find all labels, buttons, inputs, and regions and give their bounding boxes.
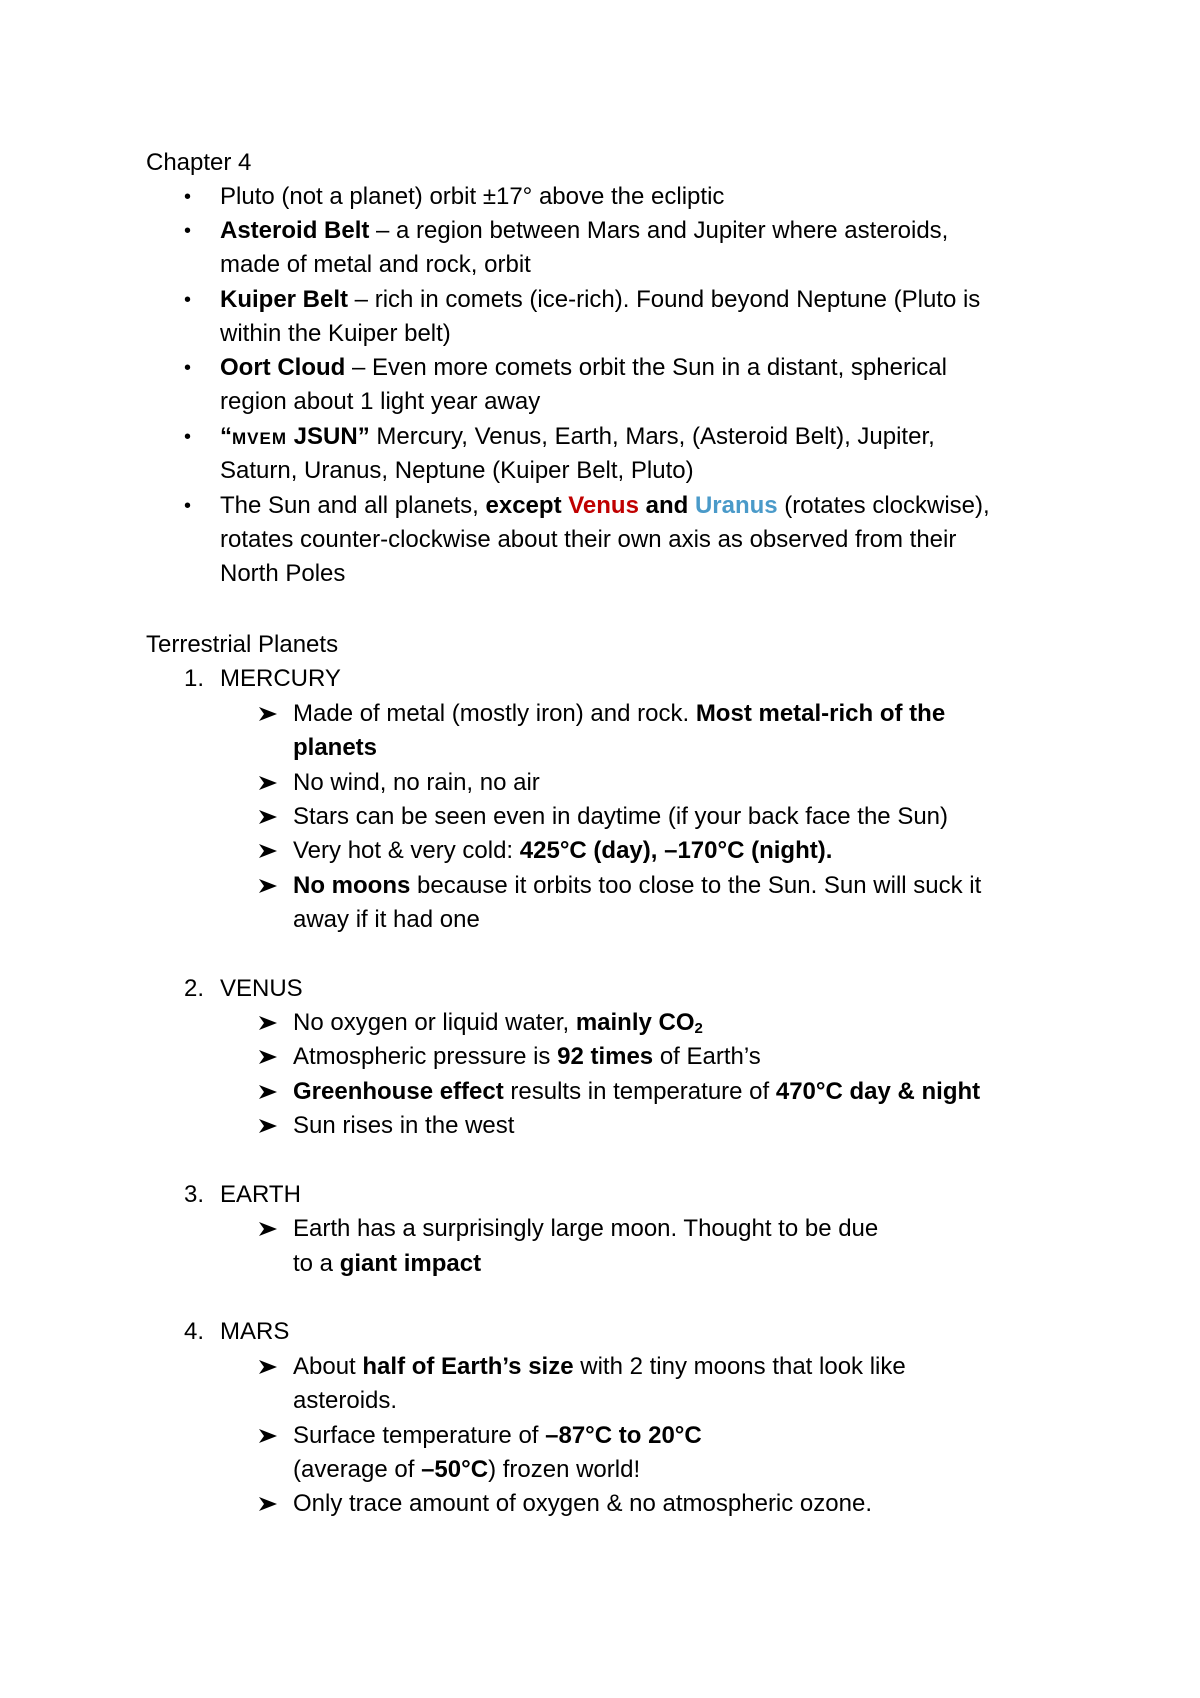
list-item: Only trace amount of oxygen & no atmospheric ozone. (293, 1490, 872, 1517)
planet-heading-mars: MARS (220, 1318, 290, 1345)
item-text: because it orbits too close to the Sun. Sun will suck it (410, 872, 982, 899)
term-bold: half of Earth’s size (362, 1353, 574, 1380)
list-item (293, 1076, 980, 1108)
term-bold: giant impact (339, 1250, 482, 1277)
term-bold: except (485, 492, 562, 519)
list-item: No wind, no rain, no air (293, 769, 540, 796)
bullet-item-pluto (220, 181, 724, 213)
item-text: Made of metal (mostly iron) and rock. (293, 700, 696, 727)
chapter-title: Chapter 4 (146, 149, 252, 176)
bullet-item-kuiper-belt (220, 284, 980, 316)
bullet-text: – rich in comets (ice-rich). Found beyond Neptune (Pluto is (348, 286, 981, 313)
list-number: 4. (184, 1318, 205, 1345)
item-text: About (293, 1353, 363, 1380)
arrow-bullet-icon (258, 698, 280, 730)
arrow-bullet-icon (258, 1488, 280, 1520)
list-item-continuation (293, 732, 377, 764)
item-text: to a (293, 1250, 340, 1277)
bullet-item-mnemonic (220, 421, 935, 455)
term-bold: –87°C to 20°C (545, 1422, 702, 1449)
planet-heading-venus: VENUS (220, 975, 303, 1002)
bullet-icon: • (184, 495, 192, 517)
list-item: Earth has a surprisingly large moon. Thought to be due (293, 1215, 879, 1242)
term-bold: No moons (293, 872, 411, 899)
list-item-continuation (293, 1454, 640, 1486)
term-bold: 92 times (557, 1043, 654, 1070)
list-item (293, 870, 981, 902)
list-item-continuation (293, 1248, 481, 1280)
item-text: results in temperature of (503, 1078, 776, 1105)
arrow-bullet-icon (258, 835, 280, 867)
item-text: of Earth’s (653, 1043, 761, 1070)
bullet-continuation: North Poles (220, 560, 346, 587)
mnemonic-bold: JSUN” (287, 423, 370, 450)
bullet-continuation: rotates counter-clockwise about their own axis as observed from their (220, 526, 957, 553)
term-bold: 470°C day & night (775, 1078, 981, 1105)
term-bold: and (645, 492, 689, 519)
list-item (293, 1041, 761, 1073)
bullet-continuation: within the Kuiper belt) (220, 320, 451, 347)
item-text: Surface temperature of (293, 1422, 546, 1449)
bullet-item-asteroid-belt (220, 215, 948, 247)
item-text: ) frozen world! (488, 1456, 641, 1483)
term-bold: –50°C (421, 1456, 489, 1483)
arrow-bullet-icon (258, 767, 280, 799)
bullet-icon: • (184, 289, 192, 311)
bullet-icon: • (184, 220, 192, 242)
term-bold: Oort Cloud (220, 354, 346, 381)
subscript: 2 (694, 1020, 703, 1037)
list-number: 3. (184, 1181, 205, 1208)
planet-heading-earth: EARTH (220, 1181, 301, 1208)
item-text: Atmospheric pressure is (293, 1043, 558, 1070)
list-item (293, 835, 832, 867)
bullet-text: The Sun and all planets, (220, 492, 486, 519)
bullet-continuation: region about 1 light year away (220, 388, 541, 415)
bullet-continuation: made of metal and rock, orbit (220, 251, 531, 278)
bullet-icon: • (184, 357, 192, 379)
section-title: Terrestrial Planets (146, 631, 339, 658)
bullet-item-rotation (220, 490, 990, 522)
bullet-text: Mercury, Venus, Earth, Mars, (Asteroid Belt), Jupiter, (369, 423, 935, 450)
item-text: (average of (293, 1456, 422, 1483)
list-item (293, 1420, 702, 1452)
bullet-text: (rotates clockwise), (777, 492, 990, 519)
mnemonic-small-caps: MVEM (232, 429, 287, 448)
bullet-icon: • (184, 186, 192, 208)
arrow-bullet-icon (258, 870, 280, 902)
venus-highlight: Venus (568, 492, 639, 519)
list-item: Stars can be seen even in daytime (if your back face the Sun) (293, 803, 949, 830)
arrow-bullet-icon (258, 1351, 280, 1383)
bullet-text: – Even more comets orbit the Sun in a distant, spherical (345, 354, 947, 381)
item-text: No oxygen or liquid water, (293, 1009, 576, 1036)
bullet-text: Pluto (not a planet) orbit ±17° above the ecliptic (220, 183, 725, 210)
arrow-bullet-icon (258, 1110, 280, 1142)
bullet-text: – a region between Mars and Jupiter where asteroids, (369, 217, 949, 244)
bullet-icon: • (184, 426, 192, 448)
term-bold: Kuiper Belt (220, 286, 349, 313)
item-text: Very hot & very cold: (293, 837, 520, 864)
term-bold: 425°C (day), –170°C (night). (519, 837, 833, 864)
item-text: with 2 tiny moons that look like (573, 1353, 906, 1380)
list-item-continuation: asteroids. (293, 1387, 398, 1414)
arrow-bullet-icon (258, 1007, 280, 1039)
list-number: 1. (184, 665, 205, 692)
list-item: Sun rises in the west (293, 1112, 515, 1139)
term-bold: planets (293, 734, 378, 761)
quote-mark: “ (220, 423, 232, 450)
term-bold: mainly CO (575, 1009, 695, 1036)
arrow-bullet-icon (258, 1213, 280, 1245)
list-number: 2. (184, 975, 205, 1002)
bullet-continuation: Saturn, Uranus, Neptune (Kuiper Belt, Pluto) (220, 457, 694, 484)
list-item (293, 698, 945, 730)
term-bold: Asteroid Belt (220, 217, 370, 244)
arrow-bullet-icon (258, 1420, 280, 1452)
arrow-bullet-icon (258, 801, 280, 833)
arrow-bullet-icon (258, 1041, 280, 1073)
uranus-highlight: Uranus (694, 492, 778, 519)
term-bold: Most metal-rich of the (695, 700, 946, 727)
term-bold: Greenhouse effect (293, 1078, 504, 1105)
planet-heading-mercury: MERCURY (220, 665, 341, 692)
list-item (293, 1007, 703, 1039)
arrow-bullet-icon (258, 1076, 280, 1108)
list-item (293, 1351, 906, 1383)
list-item-continuation: away if it had one (293, 906, 480, 933)
bullet-item-oort-cloud (220, 352, 947, 384)
